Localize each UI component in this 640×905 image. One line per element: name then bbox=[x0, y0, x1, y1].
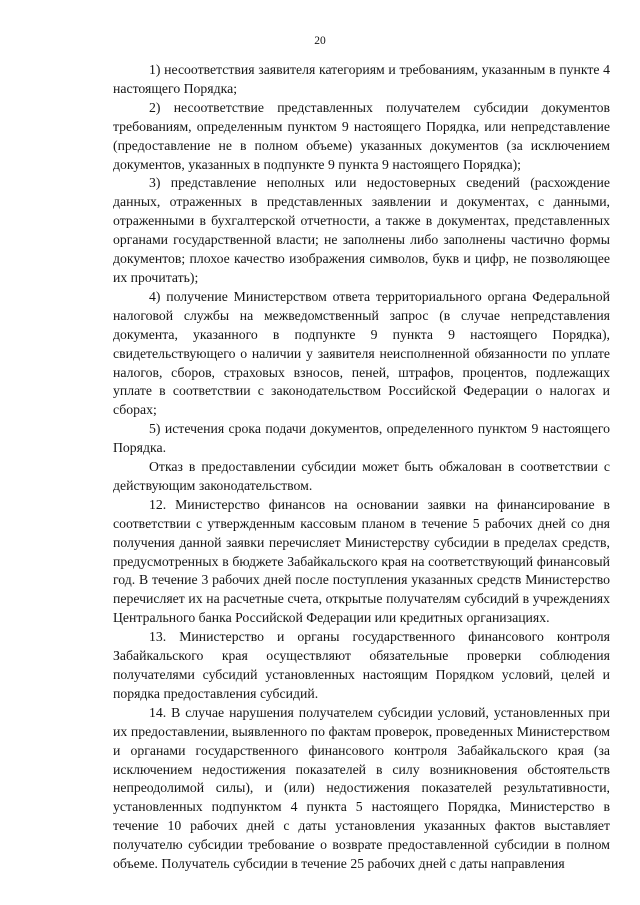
paragraph-clause-14: 14. В случае нарушения получателем субсидии условий, установленных при их предоставлении, выявленного по фактам проверок, проведенных Министерством и органами государственного финансового контроля Забайкальского края (за исключением недостижения показателей в силу возникновения обстоятельств непреодолимой силы), и (или) недостижения показателей результативности, установленных подпунктом 4 пункта 5 настоящего Порядка, Министерство в течение 10 рабочих дней с даты установления указанных фактов выставляет получателю субсидии требование о возврате предоставленной субсидии в полном объеме. Получатель субсидии в течение 25 рабочих дней с даты направления bbox=[113, 704, 610, 872]
paragraph-refusal-reason-3: 3) представление неполных или недостоверных сведений (расхождение данных, отраженных в представленных заявлении и документах, с данными, отраженными в бухгалтерской отчетности, а также в документах, представленных органами государственной власти; не заполнены либо заполнены частично формы документов; плохое качество изображения символов, букв и цифр, не позволяющее их прочитать); bbox=[113, 175, 610, 285]
page-number: 20 bbox=[314, 35, 326, 47]
document-body bbox=[113, 61, 610, 874]
paragraph-refusal-reason-2: 2) несоответствие представленных получателем субсидии документов требованиям, определенным пунктом 9 настоящего Порядка, или непредставление (предоставление не в полном объеме) указанных документов (за исключением документов, указанных в подпункте 9 пункта 9 настоящего Порядка); bbox=[113, 99, 610, 172]
paragraph-refusal-reason-4: 4) получение Министерством ответа территориального органа Федеральной налоговой службы на межведомственный запрос (в случае непредставления документа, указанного в подпункте 9 пункта 9 настоящего Порядка), свидетельствующего о наличии у заявителя неисполненной обязанности по уплате налогов, сборов, страховых взносов, пеней, штрафов, процентов, подлежащих уплате в соответствии с законодательством Российской Федерации о налогах и сборах; bbox=[113, 288, 610, 418]
paragraph-refusal-appeal: Отказ в предоставлении субсидии может быть обжалован в соответствии с действующим законодательством. bbox=[113, 459, 610, 493]
paragraph-refusal-reason-1: 1) несоответствия заявителя категориям и требованиям, указанным в пункте 4 настоящего Порядка; bbox=[113, 62, 610, 96]
paragraph-refusal-reason-5: 5) истечения срока подачи документов, определенного пунктом 9 настоящего Порядка. bbox=[113, 421, 610, 456]
paragraph-clause-12: 12. Министерство финансов на основании заявки на финансирование в соответствии с утвержденным кассовым планом в течение 5 рабочих дней со дня получения данной заявки перечисляет Министерству субсидии в пределах средств, предусмотренных в бюджете Забайкальского края на соответствующий финансовый год. В течение 3 рабочих дней после поступления указанных средств Министерство перечисляет их на расчетные счета, открытые получателям субсидий в учреждениях Центрального банка Российской Федерации или кредитных организациях. bbox=[113, 496, 610, 626]
paragraph-clause-13: 13. Министерство и органы государственного финансового контроля Забайкальского края осуществляют обязательные проверки соблюдения получателями субсидий установленных настоящим Порядком условий, целей и порядка предоставления субсидий. bbox=[113, 629, 610, 701]
